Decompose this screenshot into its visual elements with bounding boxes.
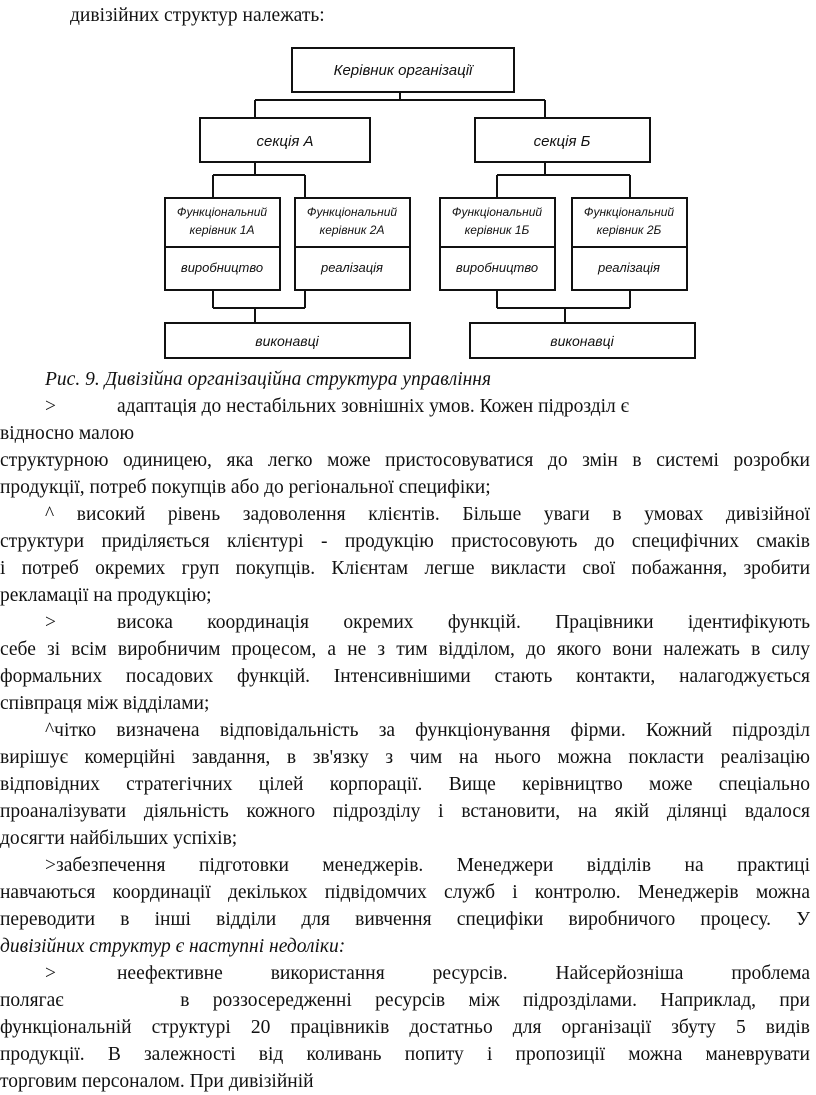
para-line-6: структури приділяється клієнтурі - продукцію пристосовують до специфічних смаків: [0, 531, 810, 552]
para-line-20: переводити в інші відділи для вивчення специфіки виробничого процесу. У: [0, 909, 810, 930]
mgr-1b-func: Функціональний: [451, 205, 543, 219]
para-line-21: дивізійних структур є наступні недоліки:: [0, 936, 346, 957]
para-line-3: структурною одиницею, яка легко може пристосовуватися до змін в системі розробки: [0, 450, 810, 471]
para-line-11: формальних посадових функцій. Інтенсивнішими стають контакти, налагоджується: [0, 666, 810, 687]
mgr-2b-dept: реалізація: [597, 260, 661, 275]
para-line-4: продукції, потреб покупців або до регіональної специфіки;: [0, 477, 491, 498]
para-line-text: неефективне використання ресурсів. Найсерйозніша проблема: [117, 963, 810, 984]
mgr-2a-func: Функціональний: [306, 205, 398, 219]
section-b-label: секція Б: [533, 133, 591, 150]
mgr-1a-dept: виробництво: [180, 260, 264, 275]
org-chart: [0, 0, 816, 365]
head-label: Керівник організації: [333, 62, 473, 79]
mgr-2b-label: керівник 2Б: [596, 223, 662, 237]
para-line-23: полягає в роззосередженні ресурсів між підрозділами. Наприклад, при: [0, 990, 810, 1011]
para-line-8: рекламації на продукцію;: [0, 585, 212, 606]
mgr-2a-label: керівник 2А: [319, 223, 385, 237]
para-line-26: торговим персоналом. При дивізійній: [0, 1071, 314, 1092]
section-a-label: секція А: [256, 133, 314, 150]
performers-a-label: виконавці: [255, 333, 319, 349]
para-line-text: висока координація окремих функцій. Працівники ідентифікують: [117, 612, 810, 633]
bullet-marker: >: [45, 963, 56, 984]
para-line-12: співпраця між відділами;: [0, 693, 210, 714]
para-line-16: проаналізувати діяльність кожного підрозділу і встановити, на якій ділянці вдалося: [0, 801, 810, 822]
para-line-10: себе зі всім виробничим процесом, а не з тим відділом, до якого вони належать в силу: [0, 639, 810, 660]
bullet-marker: >: [45, 612, 56, 633]
para-line-25: продукції. В залежності від коливань попиту і пропозиції можна маневрувати: [0, 1044, 810, 1065]
para-line-text: адаптація до нестабільних зовнішніх умов. Кожен підрозділ є: [117, 396, 630, 417]
para-line-15: відповідних стратегічних цілей корпорації. Вище керівництво може спеціально: [0, 774, 810, 795]
mgr-1b-label: керівник 1Б: [464, 223, 530, 237]
para-line-14: вирішує комерційні завдання, в зв'язку з чим на нього можна покласти реалізацію: [0, 747, 810, 768]
figure-caption: Рис. 9. Дивізійна організаційна структура управління: [45, 369, 492, 390]
para-line-22: [45, 960, 810, 987]
para-line-5: ^ високий рівень задоволення клієнтів. Більше уваги в умовах дивізійної: [45, 504, 810, 525]
para-line-18: >забезпечення підготовки менеджерів. Менеджери відділів на практиці: [45, 855, 810, 876]
performers-b-label: виконавці: [550, 333, 614, 349]
para-line-1: [45, 393, 810, 420]
para-line-24: функціональній структурі 20 працівників достатньо для організації збуту 5 видів: [0, 1017, 810, 1038]
para-line-13: ^чітко визначена відповідальність за функціонування фірми. Кожний підрозділ: [45, 720, 810, 741]
mgr-1b-dept: виробництво: [455, 260, 539, 275]
mgr-1a-label: керівник 1А: [189, 223, 255, 237]
mgr-2b-func: Функціональний: [583, 205, 675, 219]
para-line-17: досягти найбільших успіхів;: [0, 828, 238, 849]
para-line-9: [45, 609, 810, 636]
top-line: дивізійних структур належать:: [70, 5, 325, 26]
mgr-2a-dept: реалізація: [320, 260, 384, 275]
para-line-19: навчаються координації декількох підвідомчих служб і контролю. Менеджерів можна: [0, 882, 810, 903]
para-line-2: відносно малою: [0, 423, 135, 444]
bullet-marker: >: [45, 396, 56, 417]
mgr-1a-func: Функціональний: [176, 205, 268, 219]
para-line-7: і потреб окремих груп покупців. Клієнтам легше викласти свої побажання, зробити: [0, 558, 810, 579]
